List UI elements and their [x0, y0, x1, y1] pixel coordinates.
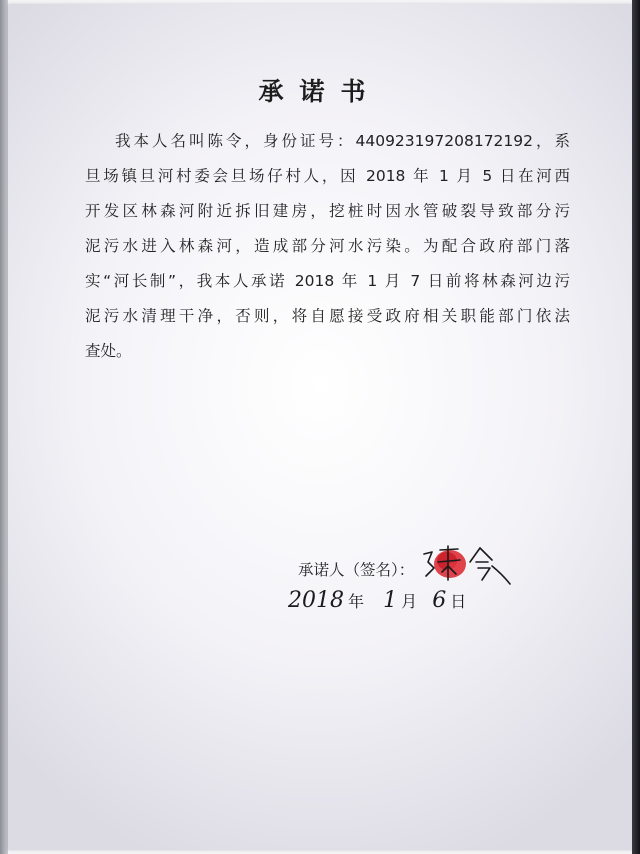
body-line: 实“河长制”，我本人承诺 2018 年 1 月 7 日前将林森河边污	[85, 272, 570, 290]
body-line: 查处。	[85, 342, 132, 360]
document-title: 承诺书	[258, 77, 382, 106]
date-year: 2018	[288, 588, 344, 613]
handwritten-signature	[418, 540, 518, 590]
date-day: 6	[432, 588, 447, 613]
date-day-unit: 日	[450, 592, 467, 611]
signature-label: 承诺人（签名）：	[298, 561, 415, 579]
photo-left-edge	[0, 0, 8, 854]
document-body	[85, 124, 570, 369]
photo-right-edge	[632, 0, 640, 854]
body-line: 我本人名叫陈令，身份证号：440923197208172192，系	[115, 132, 570, 150]
body-line: 泥污水清理干净，否则，将自愿接受政府相关职能部门依法	[85, 307, 570, 325]
signed-date	[288, 588, 470, 624]
fingerprint-seal	[434, 550, 466, 578]
body-line: 开发区林森河附近拆旧建房，挖桩时因水管破裂导致部分污	[85, 202, 570, 220]
date-month: 1	[383, 588, 398, 613]
date-month-unit: 月	[401, 592, 418, 611]
signature-row	[298, 558, 414, 580]
date-year-unit: 年	[348, 592, 365, 611]
body-line: 泥污水进入林森河，造成部分河水污染。为配合政府部门落	[85, 237, 570, 255]
body-line: 旦场镇旦河村委会旦场仔村人，因 2018 年 1 月 5 日在河西	[85, 167, 570, 185]
